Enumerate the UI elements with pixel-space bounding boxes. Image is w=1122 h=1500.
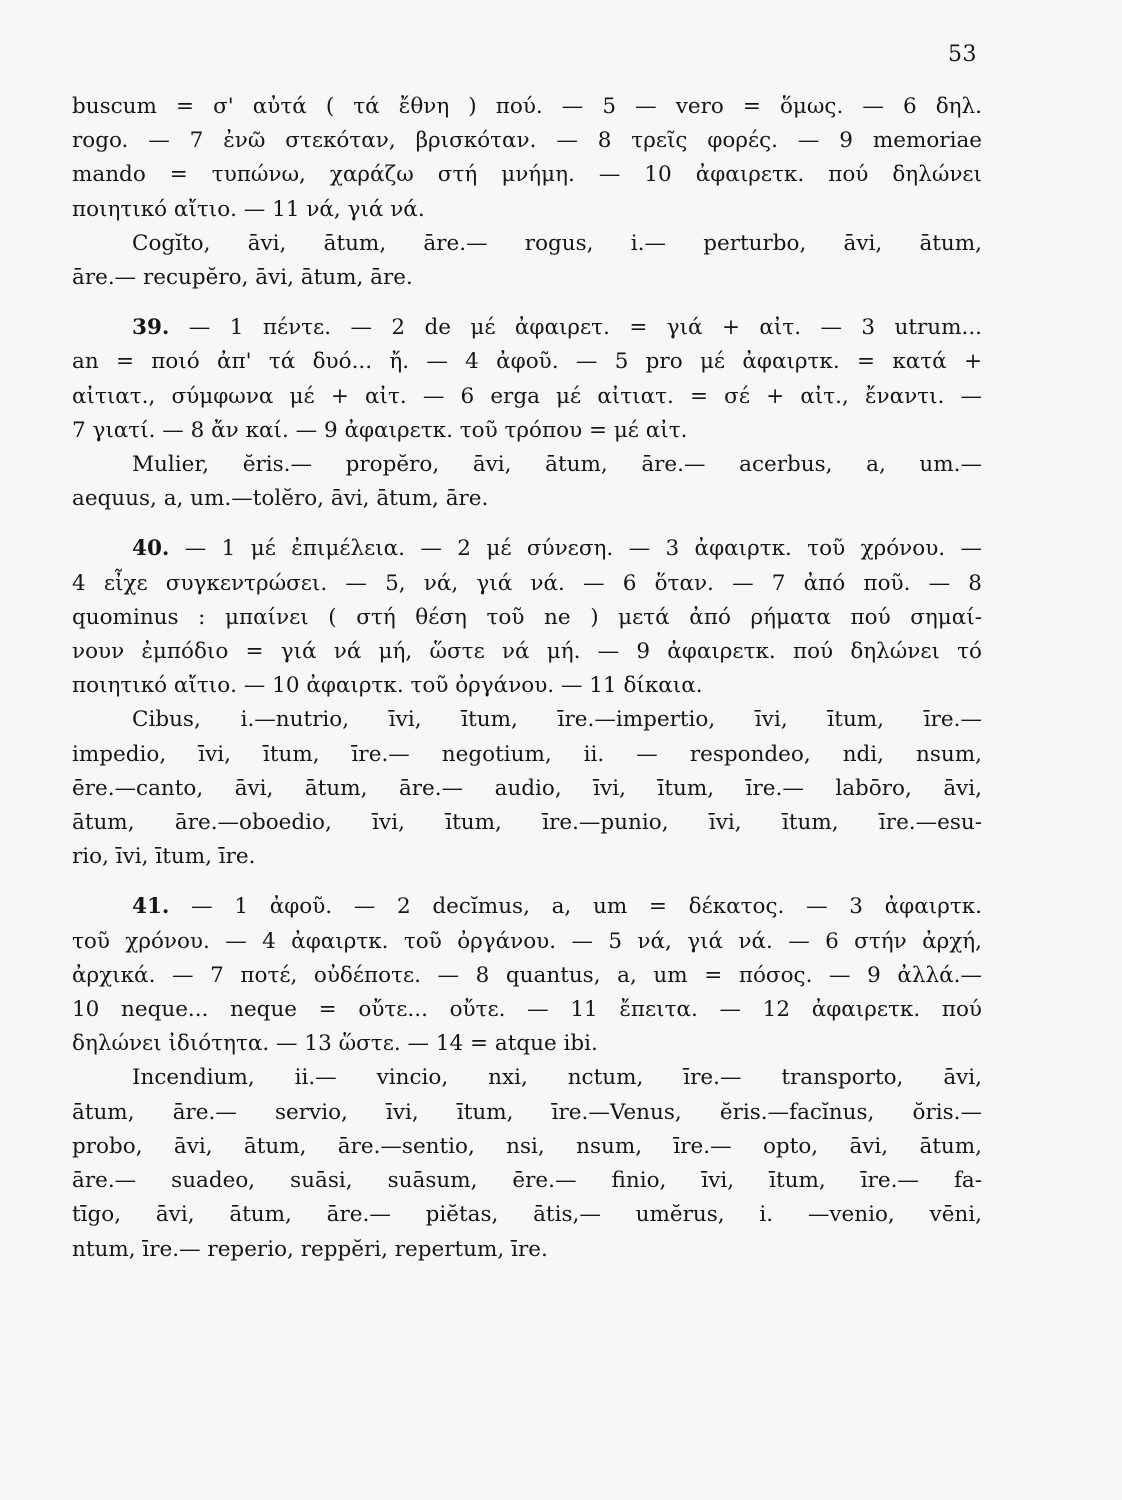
- page-number: 53: [948, 42, 977, 67]
- text-line: δηλώνει ἰδιότητα. — 13 ὥστε. — 14 = atque ibi.: [72, 1031, 598, 1057]
- text-line: [72, 890, 982, 924]
- text-line: ātum, āre.— servio, īvi, ītum, īre.—Venus, ĕris.—facĭnus, ŏris.—: [72, 1099, 982, 1125]
- text-line: [72, 532, 982, 566]
- text-line: aequus, a, um.—tolĕro, āvi, ātum, āre.: [72, 486, 489, 512]
- section-number-41: 41.: [132, 894, 170, 920]
- text-line: Mulier, ĕris.— propĕro, āvi, ātum, āre.— acerbus, a, um.—: [132, 452, 982, 478]
- text-line: mando = τυπώνω, χαράζω στή μνήμη. — 10 ἀφαιρετκ. πού δηλώνει: [72, 162, 982, 188]
- text-line: ntum, īre.— reperio, reppĕri, repertum, īre.: [72, 1236, 548, 1262]
- text-body: [72, 90, 982, 1267]
- paragraph-6: [72, 703, 982, 874]
- text-line: buscum = σ' αὐτά ( τά ἔθνη ) πού. — 5 — vero = ὅμως. — 6 δηλ.: [72, 94, 982, 119]
- text-line: ātum, āre.—oboedio, īvi, ītum, īre.—punio, īvi, ītum, īre.—esu-: [72, 810, 982, 836]
- text-line: ēre.—canto, āvi, ātum, āre.— audio, īvi, ītum, īre.— labōro, āvi,: [72, 775, 982, 801]
- text-line: Cibus, i.—nutrio, īvi, ītum, īre.—impertio, īvi, ītum, īre.—: [132, 707, 982, 733]
- paragraph-39: [72, 311, 982, 448]
- text-line: 7 γιατί. — 8 ἄν καί. — 9 ἀφαιρετκ. τοῦ τρόπου = μέ αἰτ.: [72, 417, 688, 443]
- paragraph-1: [72, 90, 982, 227]
- text-line: tīgo, āvi, ātum, āre.— piĕtas, ātis,— umĕrus, i. —venio, vēni,: [72, 1202, 982, 1228]
- text-line: Cogĭto, āvi, ātum, āre.— rogus, i.— perturbo, āvi, ātum,: [132, 230, 982, 256]
- line-rest: — 1 πέντε. — 2 de μέ ἀφαιρετ. = γιά + αἰτ. — 3 utrum...: [169, 315, 982, 341]
- text-line: ποιητικό αἴτιο. — 11 νά, γιά νά.: [72, 196, 425, 222]
- section-number-39: 39.: [132, 315, 170, 341]
- text-line: ποιητικό αἴτιο. — 10 ἀφαιρτκ. τοῦ ὀργάνου. — 11 δίκαια.: [72, 673, 703, 699]
- text-line: [72, 311, 982, 345]
- text-line: Incendium, ii.— vincio, nxi, nctum, īre.— transporto, āvi,: [132, 1065, 982, 1091]
- text-line: τοῦ χρόνου. — 4 ἀφαιρτκ. τοῦ ὀργάνου. — 5 νά, γιά νά. — 6 στήν ἀρχή,: [72, 928, 982, 954]
- section-number-40: 40.: [132, 536, 170, 562]
- paragraph-4: [72, 448, 982, 516]
- text-line: rio, īvi, ītum, īre.: [72, 844, 256, 870]
- text-line: νουν ἐμπόδιο = γιά νά μή, ὥστε νά μή. — 9 ἀφαιρετκ. πού δηλώνει τό: [72, 639, 982, 665]
- text-line: ἀρχικά. — 7 ποτέ, οὐδέποτε. — 8 quantus, a, um = πόσος. — 9 ἀλλά.—: [72, 962, 982, 988]
- text-line: 10 neque... neque = οὔτε... οὔτε. — 11 ἔπειτα. — 12 ἀφαιρετκ. πού: [72, 997, 982, 1023]
- text-line: an = ποιό ἀπ' τά δυό... ἤ. — 4 ἀφοῦ. — 5 pro μέ ἀφαιρτκ. = κατά +: [72, 349, 982, 375]
- text-line: 4 εἶχε συγκεντρώσει. — 5, νά, γιά νά. — 6 ὅταν. — 7 ἀπό ποῦ. — 8: [72, 570, 982, 596]
- text-line: āre.— recupĕro, āvi, ātum, āre.: [72, 265, 413, 291]
- paragraph-41: [72, 890, 982, 1061]
- text-line: quominus : μπαίνει ( στή θέση τοῦ ne ) μετά ἀπό ρήματα πού σημαί-: [72, 604, 982, 630]
- text-line: rogo. — 7 ἐνῶ στεκόταν, βρισκόταν. — 8 τρεῖς φορές. — 9 memoriae: [72, 128, 982, 154]
- paragraph-2: [72, 227, 982, 295]
- line-rest: — 1 ἀφοῦ. — 2 decĭmus, a, um = δέκατος. — 3 ἀφαιρτκ.: [169, 894, 982, 920]
- text-line: āre.— suadeo, suāsi, suāsum, ēre.— finio, īvi, ītum, īre.— fa-: [72, 1168, 982, 1194]
- text-line: αἰτιατ., σύμφωνα μέ + αἰτ. — 6 erga μέ αἰτιατ. = σέ + αἰτ., ἔναντι. —: [72, 383, 982, 409]
- text-line: impedio, īvi, ītum, īre.— negotium, ii. — respondeo, ndi, nsum,: [72, 741, 982, 767]
- paragraph-40: [72, 532, 982, 703]
- text-line: probo, āvi, ātum, āre.—sentio, nsi, nsum, īre.— opto, āvi, ātum,: [72, 1133, 982, 1159]
- paragraph-8: [72, 1061, 982, 1266]
- line-rest: — 1 μέ ἐπιμέλεια. — 2 μέ σύνεση. — 3 ἀφαιρτκ. τοῦ χρόνου. —: [169, 536, 982, 562]
